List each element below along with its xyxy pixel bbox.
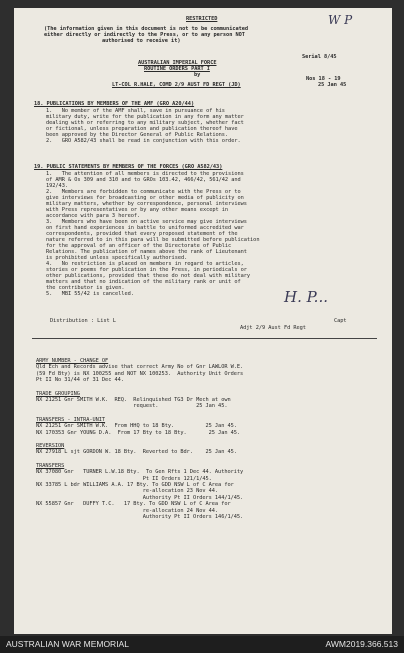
pt2-heading: TRANSFERS [36,462,65,469]
notice-line-2: either directly or indirectly to the Press, or to any person NOT [44,32,245,38]
s18-line-3: dealing with or referring to any military subject, whether fact [46,120,244,126]
pt2-line: Authority Pt II Orders 146/1/45. [36,514,244,520]
pt2-line: Pt II No 31/44 of 31 Dec 44. [36,377,124,384]
document-title: AUSTRALIAN IMPERIAL FORCE [138,60,217,66]
pt2-line: NX 21251 Gnr SMITH W.K. REQ. Relinquished TG3 Dr Mech at own [36,397,231,403]
s19-line-6: military matters, whether by correspondence, personal interviews [46,201,247,207]
serial-number: Serial 8/45 [302,54,337,60]
divider-line [32,338,377,339]
pt2-heading: TRANSFERS - INTRA-UNIT [36,416,106,423]
pt2-heading: ARMY NUMBER - CHANGE OF [36,358,109,364]
pt2-line: Authority Pt II Orders 144/1/45. [36,494,244,501]
s18-line-4: or fictional, unless preparation and publication thereof have [46,126,238,132]
s19-line-10: on first hand experiences in battle to uniformed accredited war [46,225,244,231]
s19-line-20: the contributor is given. [46,285,125,291]
s19-line-11: correspondents, provided that every proposed statement of the [46,231,238,237]
s19-line-1: 1. The attention of all members is directed to the provisions [46,171,244,177]
signature-rank: Capt [334,318,347,324]
s18-line-5: been approved by the Director General of Public Relations. [46,132,229,138]
distribution-list: Distribution : List L [50,318,116,324]
pt2-line: Qld Ech and Records advise that correct Army No of Gnr LAWLOR W.E. [36,364,244,371]
s19-line-9: 3. Members who have been on active service may give interviews [46,219,247,225]
pt2-heading: REVERSION [36,443,65,449]
pt2-line: NX 21251 Gnr SMITH W.K. From HHQ to 18 Bty. 25 Jan 45. [36,423,237,430]
s19-line-19: matters and that no indication of the military rank or unit of [46,279,241,285]
signature: H. P... [284,288,328,306]
order-date: 25 Jan 45 [318,82,347,88]
s18-line-2: military duty, write for the publication in any form any matter [46,114,244,120]
commander: LT-COL R.HALE, COMD 2/9 AUST FD REGT (JD) [112,82,241,88]
s19-line-21: 5. MBI 55/42 is cancelled. [46,291,134,297]
document-subtitle: ROUTINE ORDERS PART I [144,66,210,72]
pt2-heading: TRADE GROUPING [36,390,80,397]
s19-line-13: for the approval of an officer of the Directorate of Public [46,243,232,249]
archive-footer [0,636,404,653]
s19-line-4: 2. Members are forbidden to communicate with the Press or to [46,189,241,195]
pt2-line: NX 33785 L bdr WILLIAMS A.A. 17 Bty. To GDD NSW L of C Area for [36,482,234,488]
s19-line-3: 192/43. [46,183,68,189]
pt2-line: re-allocation 24 Nov 44. [36,507,219,514]
pt2-line: NX 37080 Gnr TURNER L.W.18 Bty. To Gen Rfts 1 Dec 44. Authority [36,469,244,476]
s19-line-7: with Press representatives or by any other means except in [46,207,229,213]
notice-line-1: (The information given in this document is not to be communicated [44,26,249,32]
notice-line-3: authorised to receive it) [102,38,181,44]
s19-line-5: give interviews for broadcasting or other media of publicity on [46,195,244,201]
footer-accession: AWM2019.366.513 [325,639,398,649]
s19-line-8: accordance with para 3 hereof. [46,213,141,219]
document-page [14,8,392,634]
section-18-heading: 18. PUBLICATIONS BY MEMBERS OF THE AMF (GRO A20/44) [34,101,195,107]
pt2-line: re-allocation 23 Nov 44. [36,488,219,495]
pt2-line: request. 25 Jan 45. [36,403,228,410]
s19-line-18: other publications, provided that these do not deal with military [46,273,251,279]
section-19-heading: 19. PUBLIC STATEMENTS BY MEMBERS OF THE FORCES (GRO A582/43) [34,164,223,170]
pt2-line: NX 27918 L sjt GORDON W. 18 Bty. Reverted to Bdr. 25 Jan 45. [36,449,237,456]
s19-line-12: nature referred to in this para will be submitted before publication [46,237,260,243]
handwritten-initials: W P [328,13,353,27]
pt2-line: Pt II Orders 121/1/45. [36,475,212,482]
s19-line-2: of AMR & Os 309 and 310 and to GROs 103.42, 466/42, 561/42 and [46,177,241,183]
s18-line-6: 2. GRO A582/43 shall be read in conjunction with this order. [46,138,241,144]
pt2-line: (59 Fd Bty) is NX 100255 and NOT NX 100253. Authority Unit Orders [36,370,244,377]
signature-block: Adjt 2/9 Aust Fd Regt [240,325,306,331]
s19-line-14: Relations. The publication of names above the rank of Lieutenant [46,249,247,255]
s18-line-1: 1. No member of the AMF shall, save in pursuance of his [46,108,225,114]
order-numbers: Nos 18 - 19 [306,76,341,82]
s19-line-17: stories or poems for publication in the Press, in periodicals or [46,267,247,273]
pt2-line: NX 170353 Gnr YOUNG D.A. From 17 Bty to 18 Bty. 25 Jan 45. [36,429,241,436]
s19-line-15: is prohibited unless specifically authorised. [46,255,188,261]
pt2-line: NX 55857 Gnr DUFFY T.C. 17 Bty. To GDD NSW L of C Area for [36,501,231,508]
s19-line-16: 4. No restriction is placed on members in regard to articles, [46,261,244,267]
by-line: by [194,72,201,78]
restricted-marking: RESTRICTED [186,16,218,22]
footer-institution: AUSTRALIAN WAR MEMORIAL [6,639,129,649]
